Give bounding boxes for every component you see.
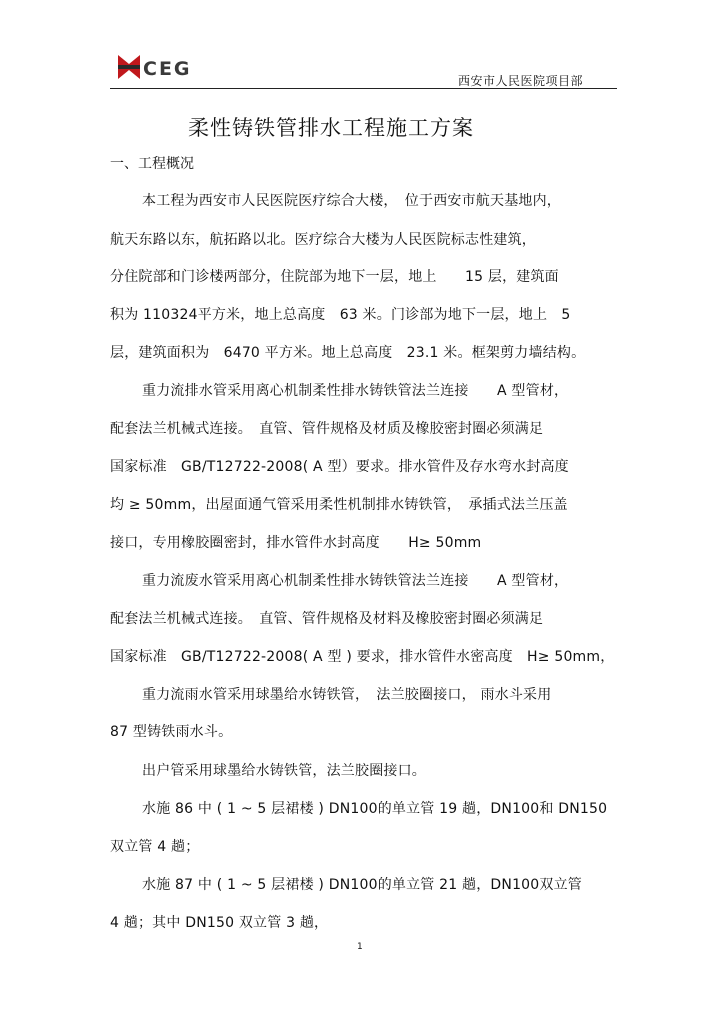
body-line: 出户管采用球墨给水铸铁管，法兰胶圈接口。 <box>142 763 426 779</box>
body-line: 层，建筑面积为 6470 平方米。地上总高度 23.1 米。框架剪力墙结构。 <box>110 345 586 361</box>
body-line: 重力流废水管采用离心机制柔性排水铸铁管法兰连接 A 型管材， <box>142 573 569 589</box>
body-line: 水施 87 中 ( 1 ~ 5 层裙楼 ) DN100的单立管 21 趟，DN100双立管 <box>142 877 582 893</box>
section-heading: 一、工程概况 <box>110 156 194 172</box>
header-divider <box>110 88 617 89</box>
ceg-logo <box>118 55 204 79</box>
page-number: 1 <box>357 942 363 952</box>
body-line: 接口，专用橡胶圈密封，排水管件水封高度 H≥ 50mm <box>110 535 482 551</box>
body-line: 重力流排水管采用离心机制柔性排水铸铁管法兰连接 A 型管材， <box>142 383 569 399</box>
body-line: 重力流雨水管采用球墨给水铸铁管， 法兰胶圈接口， 雨水斗采用 <box>142 687 552 703</box>
body-line: 水施 86 中 ( 1 ~ 5 层裙楼 ) DN100的单立管 19 趟，DN100和 DN150 <box>142 801 608 817</box>
body-line: 配套法兰机械式连接。 直管、管件规格及材质及橡胶密封圈必须满足 <box>110 421 544 437</box>
body-line: 双立管 4 趟； <box>110 839 200 855</box>
body-line: 均 ≥ 50mm，出屋面通气管采用柔性机制排水铸铁管， 承插式法兰压盖 <box>110 497 568 513</box>
body-line: 国家标准 GB/T12722-2008( A 型 ) 要求，排水管件水密高度 H≥ 50mm， <box>110 649 615 665</box>
body-line: 航天东路以东，航拓路以北。医疗综合大楼为人民医院标志性建筑， <box>110 232 536 248</box>
body-line: 配套法兰机械式连接。 直管、管件规格及材料及橡胶密封圈必须满足 <box>110 611 544 627</box>
body-line: 积为 110324平方米，地上总高度 63 米。门诊部为地下一层，地上 5 <box>110 307 571 323</box>
svg-text:CEG: CEG <box>143 58 192 79</box>
project-department: 西安市人民医院项目部 <box>458 74 584 88</box>
body-line: 分住院部和门诊楼两部分，住院部为地下一层，地上 15 层，建筑面 <box>110 269 559 285</box>
body-line: 87 型铸铁雨水斗。 <box>110 724 233 740</box>
body-line: 本工程为西安市人民医院医疗综合大楼， 位于西安市航天基地内， <box>142 193 561 209</box>
body-line: 国家标准 GB/T12722-2008( A 型）要求。排水管件及存水弯水封高度 <box>110 459 569 475</box>
document-title: 柔性铸铁管排水工程施工方案 <box>188 116 474 140</box>
body-line: 4 趟；其中 DN150 双立管 3 趟， <box>110 915 329 931</box>
